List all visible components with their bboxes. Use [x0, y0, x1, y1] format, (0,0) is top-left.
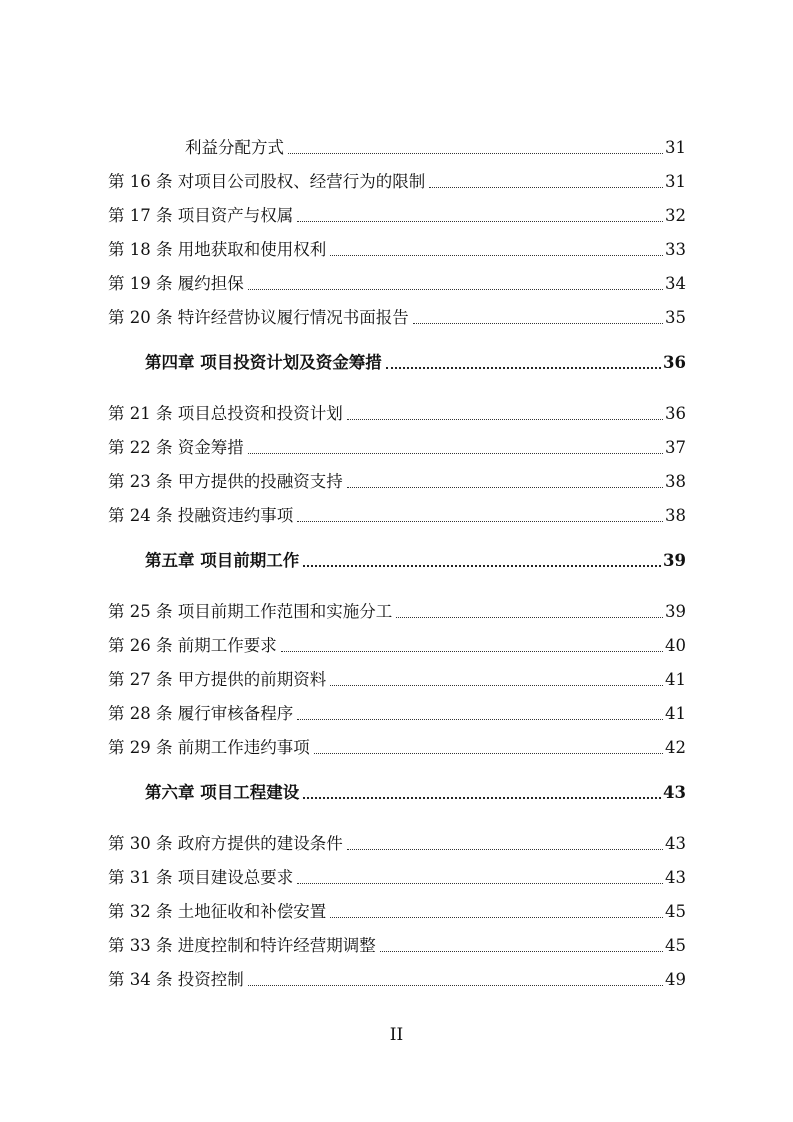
toc-entry[interactable] [108, 464, 686, 492]
toc-entry-label: 第 23 条 甲方提供的投融资支持 [108, 472, 343, 491]
toc-entry-label: 第 17 条 项目资产与权属 [108, 206, 294, 225]
toc-entry-label: 第 21 条 项目总投资和投资计划 [108, 404, 343, 423]
dot-leader [429, 187, 663, 188]
dot-leader [297, 221, 663, 222]
dot-leader [248, 985, 663, 986]
toc-entry-page: 32 [665, 206, 686, 225]
toc-entry-page: 38 [665, 506, 686, 525]
toc-entry-label: 第六章 项目工程建设 [145, 783, 300, 802]
toc-entry-label: 第 34 条 投资控制 [108, 970, 244, 989]
toc-entry[interactable] [108, 266, 686, 294]
toc-entry-page: 43 [665, 834, 686, 853]
toc-entry-page: 36 [663, 353, 686, 372]
toc-entry-label: 第 29 条 前期工作违约事项 [108, 738, 310, 757]
toc-entry[interactable] [108, 696, 686, 724]
toc-entry-page: 31 [665, 138, 686, 157]
toc-entry-label: 第五章 项目前期工作 [145, 551, 300, 570]
toc-entry[interactable] [108, 594, 686, 622]
dot-leader [303, 797, 661, 799]
toc-entry[interactable] [108, 396, 686, 424]
toc-entry-label: 第 27 条 甲方提供的前期资料 [108, 670, 327, 689]
toc-entry[interactable] [108, 198, 686, 226]
dot-leader [248, 289, 663, 290]
dot-leader [297, 883, 663, 884]
dot-leader [314, 753, 663, 754]
dot-leader [330, 255, 663, 256]
toc-entry[interactable] [108, 928, 686, 956]
dot-leader [347, 849, 663, 850]
toc-entry-page: 49 [665, 970, 686, 989]
dot-leader [297, 521, 663, 522]
dot-leader [347, 487, 663, 488]
toc-entry-label: 第 24 条 投融资违约事项 [108, 506, 294, 525]
toc-entry[interactable] [108, 130, 686, 158]
dot-leader [347, 419, 663, 420]
toc-entry-label: 第 22 条 资金筹措 [108, 438, 244, 457]
toc-entry[interactable] [108, 164, 686, 192]
toc-entry-label: 第 32 条 土地征收和补偿安置 [108, 902, 327, 921]
toc-chapter-entry[interactable] [108, 345, 686, 373]
dot-leader [386, 367, 661, 369]
dot-leader [297, 719, 663, 720]
toc-entry-page: 39 [665, 602, 686, 621]
toc-entry-label: 第 26 条 前期工作要求 [108, 636, 277, 655]
toc-entry[interactable] [108, 662, 686, 690]
dot-leader [413, 323, 663, 324]
toc-entry[interactable] [108, 894, 686, 922]
dot-leader [281, 651, 663, 652]
toc-entry-label: 第 16 条 对项目公司股权、经营行为的限制 [108, 172, 426, 191]
toc-entry-label: 第 18 条 用地获取和使用权利 [108, 240, 327, 259]
toc-entry-label: 第四章 项目投资计划及资金筹措 [145, 353, 382, 372]
page-number: II [389, 1025, 404, 1045]
dot-leader [330, 917, 663, 918]
toc-entry-label: 利益分配方式 [185, 138, 284, 157]
toc-entry[interactable] [108, 730, 686, 758]
dot-leader [288, 153, 663, 154]
dot-leader [396, 617, 663, 618]
toc-entry[interactable] [108, 498, 686, 526]
toc-entry-label: 第 28 条 履行审核备程序 [108, 704, 294, 723]
toc-entry-label: 第 30 条 政府方提供的建设条件 [108, 834, 343, 853]
toc-entry[interactable] [108, 430, 686, 458]
toc-entry-page: 43 [665, 868, 686, 887]
toc-entry-label: 第 31 条 项目建设总要求 [108, 868, 294, 887]
toc-chapter-entry[interactable] [108, 543, 686, 571]
toc-entry-label: 第 20 条 特许经营协议履行情况书面报告 [108, 308, 409, 327]
toc-entry-page: 40 [665, 636, 686, 655]
toc-entry[interactable] [108, 826, 686, 854]
toc-entry[interactable] [108, 628, 686, 656]
dot-leader [380, 951, 663, 952]
dot-leader [330, 685, 663, 686]
toc-entry-page: 41 [665, 670, 686, 689]
toc-entry-page: 43 [663, 783, 686, 802]
toc-entry-label: 第 19 条 履约担保 [108, 274, 244, 293]
toc-entry-page: 45 [665, 936, 686, 955]
toc-entry[interactable] [108, 860, 686, 888]
toc-entry-page: 42 [665, 738, 686, 757]
toc-entry-page: 39 [663, 551, 686, 570]
toc-entry-page: 45 [665, 902, 686, 921]
toc-chapter-entry[interactable] [108, 775, 686, 803]
dot-leader [303, 565, 661, 567]
toc-entry[interactable] [108, 232, 686, 260]
toc-entry-page: 37 [665, 438, 686, 457]
toc-entry-label: 第 33 条 进度控制和特许经营期调整 [108, 936, 376, 955]
toc-entry-page: 35 [665, 308, 686, 327]
toc-entry-page: 33 [665, 240, 686, 259]
toc-entry-page: 34 [665, 274, 686, 293]
toc-entry-page: 41 [665, 704, 686, 723]
toc-entry[interactable] [108, 962, 686, 990]
toc-entry-label: 第 25 条 项目前期工作范围和实施分工 [108, 602, 393, 621]
toc-entry-page: 38 [665, 472, 686, 491]
dot-leader [248, 453, 663, 454]
toc-entry[interactable] [108, 300, 686, 328]
toc-entry-page: 31 [665, 172, 686, 191]
toc-entry-page: 36 [665, 404, 686, 423]
